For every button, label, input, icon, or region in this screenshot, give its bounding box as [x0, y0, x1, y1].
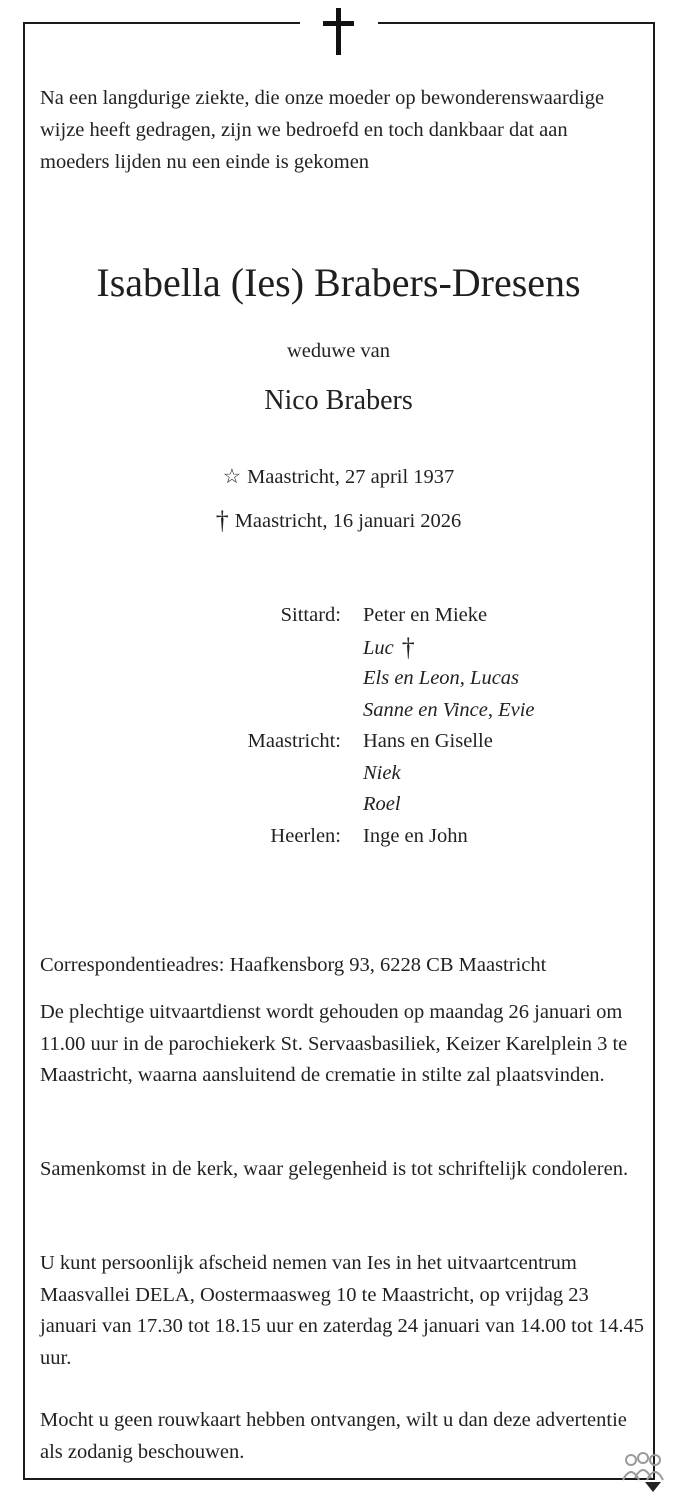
husband-name: Nico Brabers	[264, 385, 413, 416]
star-icon: ☆	[222, 466, 242, 488]
gathering-text: Samenkomst in de kerk, waar gelegenheid is tot schriftelijk condoleren.	[40, 1158, 629, 1180]
family-row	[0, 663, 677, 695]
family-row	[0, 632, 677, 664]
deceased-name: Isabella (Ies) Brabers-Dresens	[96, 260, 581, 305]
family-row	[0, 821, 677, 853]
family-member: Roel	[363, 793, 401, 815]
farewell-text: U kunt persoonlijk afscheid nemen van Ies in het uitvaartcentrum Maasvallei DELA, Oostermaasweg 10 te Maastricht, op vrijdag 23 januari van 17.30 tot 18.15 uur en zaterdag 24 januari van 14.00 tot 14.45 uur.	[40, 1252, 645, 1369]
intro-text: Na een langdurige ziekte, die onze moeder op bewonderenswaardige wijze heeft gedragen, zijn we bedroefd en toch dankbaar dat aan moeders lijden nu een einde is gekomen	[40, 87, 605, 173]
dagger-icon: †	[401, 632, 415, 662]
funeral-service-text: De plechtige uitvaartdienst wordt gehouden op maandag 26 januari om 11.00 uur in de parochiekerk St. Servaasbasiliek, Keizer Karelplein 3 te Maastricht, waarna aansluitend de crematie in stilte zal plaatsvinden.	[40, 1001, 628, 1086]
family-place	[0, 789, 341, 821]
family-row	[0, 695, 677, 727]
family-place: Maastricht:	[247, 730, 341, 752]
latin-cross-icon	[0, 0, 677, 60]
people-group-icon	[620, 1450, 666, 1494]
birth-line	[0, 462, 677, 492]
family-place	[0, 758, 341, 790]
family-member: Hans en Giselle	[363, 730, 493, 752]
grandchild-item	[341, 632, 415, 664]
family-row	[0, 600, 677, 632]
dagger-icon: †	[215, 506, 229, 535]
mourning-card-note: Mocht u geen rouwkaart hebben ontvangen, wilt u dan deze advertentie als zodanig beschouwen.	[40, 1409, 627, 1463]
family-place	[0, 663, 341, 695]
family-member: Sanne en Vince, Evie	[363, 698, 535, 721]
family-row	[0, 726, 677, 758]
family-member: Luc	[363, 636, 394, 659]
death-line	[0, 506, 677, 536]
death-text: Maastricht, 16 januari 2026	[234, 510, 462, 532]
family-place: Sittard:	[280, 604, 341, 626]
family-member: Niek	[363, 761, 401, 784]
family-member: Inge en John	[363, 824, 468, 847]
family-row	[0, 758, 677, 790]
family-place	[0, 632, 341, 664]
family-member: Els en Leon, Lucas	[363, 667, 520, 689]
family-place: Heerlen:	[270, 824, 341, 847]
family-member: Peter en Mieke	[363, 604, 488, 626]
correspondence-address: Correspondentieadres: Haafkensborg 93, 6228 CB Maastricht	[40, 954, 547, 976]
widow-label: weduwe van	[286, 340, 391, 362]
family-place	[0, 695, 341, 727]
family-row	[0, 789, 677, 821]
birth-text: Maastricht, 27 april 1937	[247, 466, 455, 488]
family-list	[0, 600, 677, 852]
